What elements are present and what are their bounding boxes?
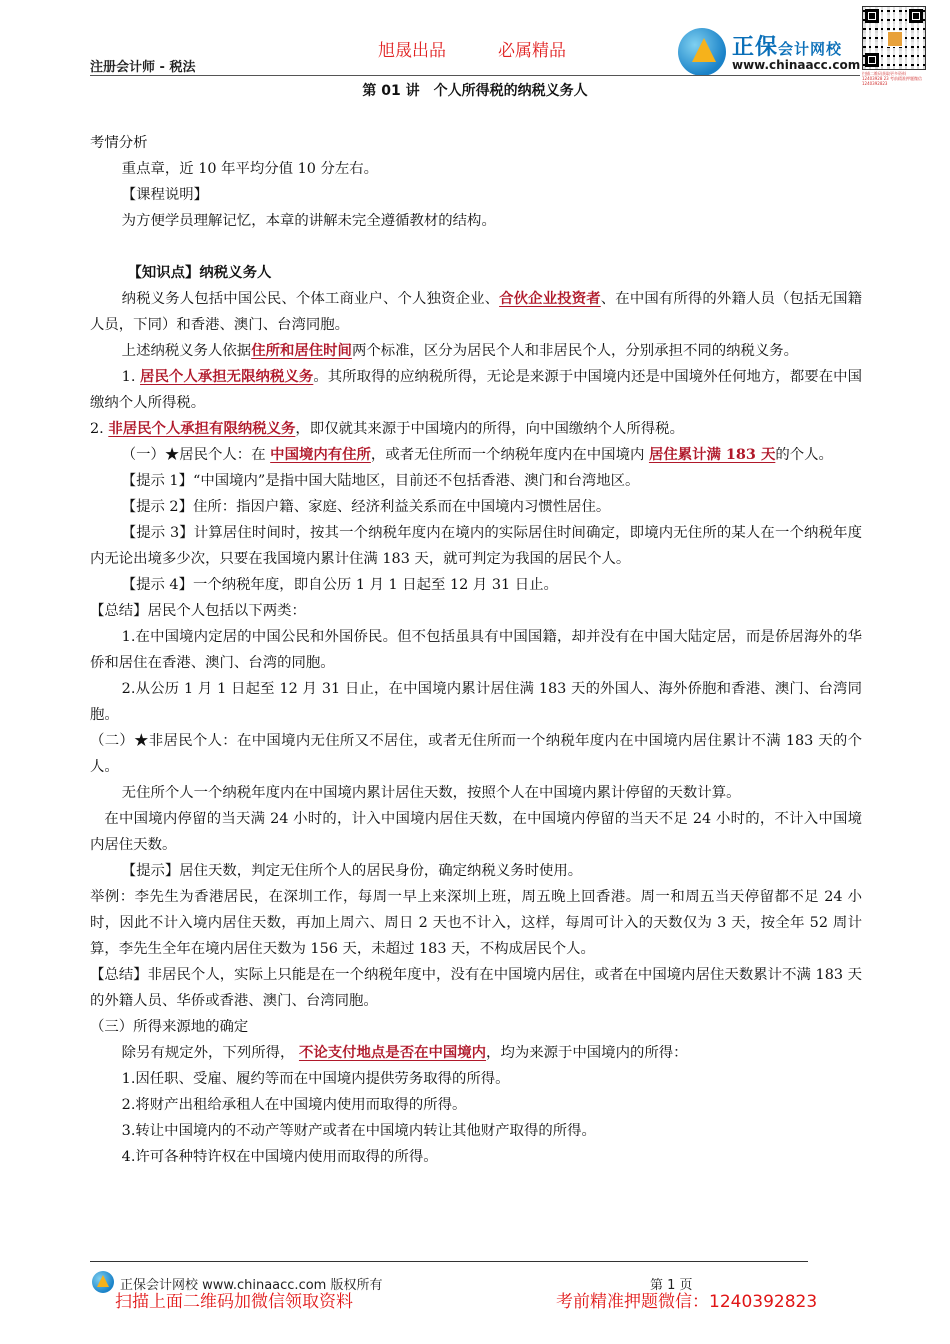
brand-name: 正保 (732, 35, 779, 60)
footer-logo-icon (92, 1271, 114, 1293)
paragraph: 在中国境内停留的当天满 24 小时的，计入中国境内居住天数，在中国境内停留的当天不足 24 小时的，不计入中国境内居住天数。 (90, 811, 862, 853)
section-heading: 【知识点】纳税义务人 (127, 264, 272, 281)
paragraph: 【提示 1】“中国境内”是指中国大陆地区，目前还不包括香港、澳门和台湾地区。 (121, 473, 640, 489)
paragraph: 1.在中国境内定居的中国公民和外国侨民。但不包括虽具有中国国籍，却并没有在中国大陆定居，而是侨居海外的华侨和居住在香港、澳门、台湾的同胞。 (90, 629, 862, 671)
list-item: 3.转让中国境内的不动产等财产或者在中国境内转让其他财产取得的所得。 (121, 1123, 596, 1139)
highlight: 住所和居住时间 (251, 342, 352, 359)
header-divider (90, 75, 860, 76)
slogan-right: 必属精品 (498, 41, 566, 61)
paragraph: 为方便学员理解记忆，本章的讲解未完全遵循教材的结构。 (121, 213, 496, 229)
paragraph: 【提示】居住天数，判定无住所个人的居民身份，确定纳税义务时使用。 (121, 863, 583, 879)
paragraph: 上述纳税义务人依据住所和居住时间两个标准，区分为居民个人和非居民个人，分别承担不同的纳税义务。 (121, 342, 799, 359)
promo-left: 扫描上面二维码加微信领取资料 (115, 1292, 353, 1312)
highlight: 中国境内有住所 (270, 446, 371, 463)
highlight: 合伙企业投资者 (499, 290, 601, 307)
brand-url: www.chinaacc.com (732, 58, 861, 72)
paragraph: 除另有规定外，下列所得， 不论支付地点是否在中国境内，均为来源于中国境内的所得： (121, 1044, 688, 1061)
footer-copyright: 正保会计网校 www.chinaacc.com 版权所有 (120, 1278, 383, 1293)
paragraph: 【总结】非居民个人，实际上只能是在一个纳税年度中，没有在中国境内居住，或者在中国境内居住天数累计不满 183 天的外籍人员、华侨或香港、澳门、台湾同胞。 (90, 967, 862, 1009)
paragraph: 【提示 2】住所：指因户籍、家庭、经济利益关系而在中国境内习惯性居住。 (121, 499, 611, 515)
list-item: 4.许可各种特许权在中国境内使用而取得的所得。 (121, 1149, 438, 1165)
paragraph: 纳税义务人包括中国公民、个体工商业户、个人独资企业、合伙企业投资者、在中国有所得的外籍人员（包括无国籍人员，下同）和香港、澳门、台湾同胞。 (90, 290, 862, 333)
list-item: 1.因任职、受雇、履约等而在中国境内提供劳务取得的所得。 (121, 1071, 510, 1087)
footer-divider (90, 1261, 808, 1262)
paragraph: 【总结】居民个人包括以下两类： (90, 603, 306, 619)
brand-logo-icon (678, 28, 726, 76)
paragraph: 2. 非居民个人承担有限纳税义务，即仅就其来源于中国境内的所得，向中国缴纳个人所得税。 (90, 420, 684, 437)
document-body (90, 130, 862, 1170)
paragraph: 1. 居民个人承担无限纳税义务。其所取得的应纳税所得，无论是来源于中国境内还是中国境外任何地方，都要在中国缴纳个人所得税。 (90, 368, 862, 411)
qr-code (862, 6, 926, 84)
course-name: 注册会计师 - 税法 (90, 60, 196, 75)
paragraph: 举例：李先生为香港居民，在深圳工作，每周一早上来深圳上班，周五晚上回香港。周一和周五当天停留都不足 24 小时，因此不计入境内居住天数，再加上周六、周日 2 天也不计入，这样，每周可计入的天数仅为 3 天，按全年 52 周计算，李先生全年在境内居住天数为 156 天，未超过 183 天，不构成居民个人。 (90, 889, 862, 957)
paragraph: 无住所个人一个纳税年度内在中国境内累计居住天数，按照个人在中国境内累计停留的天数计算。 (121, 785, 741, 801)
brand-name-suffix: 会计网校 (778, 40, 843, 58)
list-item: 2.将财产出租给承租人在中国境内使用而取得的所得。 (121, 1097, 467, 1113)
page-number: 第 1 页 (650, 1278, 693, 1293)
highlight: 居民个人承担无限纳税义务 (140, 368, 314, 385)
lecture-title: 第 01 讲 个人所得税的纳税义务人 (362, 83, 588, 99)
highlight: 居住累计满 183 天 (648, 446, 776, 463)
slogan-left: 旭晟出品 (378, 41, 446, 61)
paragraph: 考情分析 (90, 135, 148, 151)
paragraph: 【提示 4】一个纳税年度，即自公历 1 月 1 日起至 12 月 31 日止。 (121, 577, 558, 593)
brand-logo (678, 28, 861, 78)
qr-caption: 扫描二维码获取更多资料 12403928 23 考前精准押题微信 1240392823 (862, 71, 922, 86)
highlight: 非居民个人承担有限纳税义务 (108, 420, 296, 437)
paragraph: （三）所得来源地的确定 (90, 1019, 249, 1035)
highlight: 不论支付地点是否在中国境内 (298, 1044, 487, 1061)
paragraph: 重点章，近 10 年平均分值 10 分左右。 (121, 161, 379, 177)
promo-right: 考前精准押题微信：1240392823 (556, 1292, 818, 1312)
paragraph: （二）★非居民个人：在中国境内无住所又不居住，或者无住所而一个纳税年度内在中国境内居住累计不满 183 天的个人。 (90, 733, 862, 775)
paragraph: 【提示 3】计算居住时间时，按其一个纳税年度内在境内的实际居住时间确定，即境内无住所的某人在一个纳税年度内无论出境多少次，只要在我国境内累计住满 183 天，就可判定为我国的居民个人。 (90, 525, 862, 567)
paragraph: 2.从公历 1 月 1 日起至 12 月 31 日止，在中国境内累计居住满 183 天的外国人、海外侨胞和香港、澳门、台湾同胞。 (90, 681, 862, 723)
paragraph: 【课程说明】 (121, 187, 209, 203)
paragraph: （一）★居民个人：在 中国境内有住所，或者无住所而一个纳税年度内在中国境内 居住累计满 183 天的个人。 (121, 446, 833, 463)
qr-code-icon (862, 6, 926, 70)
